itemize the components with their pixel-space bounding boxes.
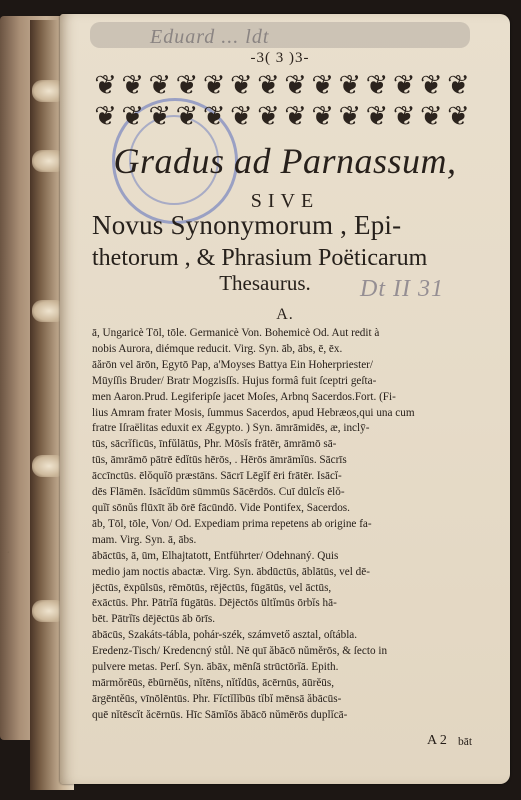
text-line: ābāctūs, ā, ūm, Elhajtatott, Entführter/ Odehnaný. Quis [92,549,339,562]
decorative-ornament-band [92,70,472,132]
title-line-2: SIVE [250,190,320,212]
text-line: ā, Ungaricè Tōl, tōle. Germanicè Von. Bohemicè Od. Aut redit à [92,327,380,339]
text-line: mārmŏrēūs, ēbūrnĕūs, nĭtēns, nĭtĭdūs, ācērnūs, āūrĕūs, [92,676,335,689]
title-line-4: thetorum , & Phrasium Poëticarum [92,245,428,271]
ornament-glyph: ❦ [229,101,253,131]
ornament-glyph: ❦ [257,101,280,131]
text-line: dēs Flāmēn. Isācĭdūm sūmmūs Sācērdōs. Cuī dūlcĭs ēlŏ- [92,486,345,499]
ornament-glyph: ❦ [229,70,253,100]
handwritten-inscription: Eduard ... ldt [150,26,270,48]
text-line: āb, Tōl, tōle, Von/ Od. Expediam prima repetens ab origine fa- [92,517,372,530]
text-line: Eredenz-Tisch/ Kredencný stůl. Nē quī ăbācō nŭmĕrōs, & ſecto in [92,645,388,658]
text-line: bēt. Pātrĭīs dējēctūs āb ōrīs. [92,613,216,626]
text-line: quĭī sōnŭs flūxīt ăb ōrē fācūndō. Vide Pontifex, Sacerdos. [92,501,350,514]
text-line: ābācūs, Szakáts-tábla, pohár-szék, számvető asztal, oſtábla. [92,629,358,642]
text-line: nobis Aurora, diémque reducit. Virg. Syn. āb, ābs, ē, ēx. [92,342,343,355]
ornament-glyph: ❦ [419,101,443,131]
ornament-glyph: ❦ [202,101,226,131]
ornament-glyph: ❦ [365,101,389,131]
text-line: fratre Iſraëlitas eduxit ex Ægypto. ) Syn. āmrāmidēs, æ, inclȳ- [92,422,370,435]
text-line: tūs, sācrĭficūs, īnfŭlātūs, Phr. Mōsĭs frātēr, āmrāmō sā- [92,438,337,451]
ornament-glyph: ❦ [175,70,199,100]
text-line: quē nĭtēscĭt ăcērnūs. Hīc Sāmĭōs ăbācō nŭmērōs duplĭcā- [92,708,348,721]
ornament-glyph: ❦ [284,101,307,131]
ornament-glyph: ❦ [338,70,362,100]
text-line: tūs, āmrāmō pātrē ēdĭtūs hērōs, . Hērōs āmrāmĭūs. Sācrīs [92,454,347,467]
title-line-5: Thesaurus. [219,271,311,295]
section-letter: A. [276,306,294,323]
ornament-glyph: ❦ [447,70,470,100]
text-line: āărōn vel ārōn, Egytō Pap, a'Moyses Battya Ein Hoherpriester/ [92,358,374,371]
text-line: mam. Virg. Syn. ā, ābs. [92,533,197,546]
text-line: medio jam noctis abactæ. Virg. Syn. ābdūctūs, āblātūs, vel dē- [92,565,370,578]
ornament-glyph: ❦ [94,70,117,100]
signature-mark: A 2 [427,733,447,748]
title-line-1: Gradus ad Parnassum, [113,141,457,181]
catchword: bāt [458,736,473,748]
ornament-glyph: ❦ [148,70,172,100]
text-line: āccīnctūs. ēlŏquĭō præstāns. Sācrī Lēgĭf ēri frātēr. Isācĭ- [92,470,342,483]
ornament-glyph: ❦ [365,70,389,100]
dictionary-text [92,326,482,724]
ornament-glyph: ❦ [419,70,443,100]
ornament-glyph: ❦ [447,101,470,131]
ornament-glyph: ❦ [392,70,416,100]
ornament-glyph: ❦ [121,101,145,131]
text-line: lius Amram frater Mosis, ſummus Sacerdos, apud Hebræos,qui una cum [92,406,415,419]
handwritten-shelfmark: Dt II 31 [360,276,444,302]
ornament-glyph: ❦ [175,101,199,131]
ornament-glyph: ❦ [94,101,117,131]
ornament-glyph: ❦ [148,101,172,131]
page-number: -3( 3 )3- [250,50,310,66]
title-line-3: Novus Synonymorum , Epi- [92,210,402,240]
text-line: ārgēntĕūs, vīnōlēntūs. Phr. Fĭctĭlĭbūs tĭbĭ mēnsā ăbācūs- [92,692,342,705]
text-line: jēctūs, ēxpūlsūs, rēmōtūs, rējēctūs, fūgātūs, vel āctūs, [92,581,332,594]
text-line: men Aaron.Prud. Legiferipſe jacet Moſes, Arbnq Sacerdos.Fort. (Fi- [92,390,396,403]
ornament-glyph: ❦ [121,70,145,100]
ornament-glyph: ❦ [311,101,335,131]
text-line: Mūyſſis Bruder/ Bratr Mogzisſſs. Hujus formâ fuit ſceptri geſta- [92,374,377,387]
crossed-out-inscription [90,22,470,48]
ornament-glyph: ❦ [257,70,280,100]
ornament-glyph: ❦ [202,70,226,100]
ornament-glyph: ❦ [392,101,416,131]
text-line: pulvere metas. Perſ. Syn. ābāx, mēnſā strūctōrĭā. Epith. [92,661,339,674]
text-line: ēxāctūs. Phr. Pātrĭā fūgātūs. Dējēctōs ūltĭmūs ōrbĭs hā- [92,597,337,610]
ornament-glyph: ❦ [284,70,307,100]
ornament-glyph: ❦ [311,70,335,100]
ghost-text: · [6,546,11,561]
ornament-glyph: ❦ [338,101,362,131]
